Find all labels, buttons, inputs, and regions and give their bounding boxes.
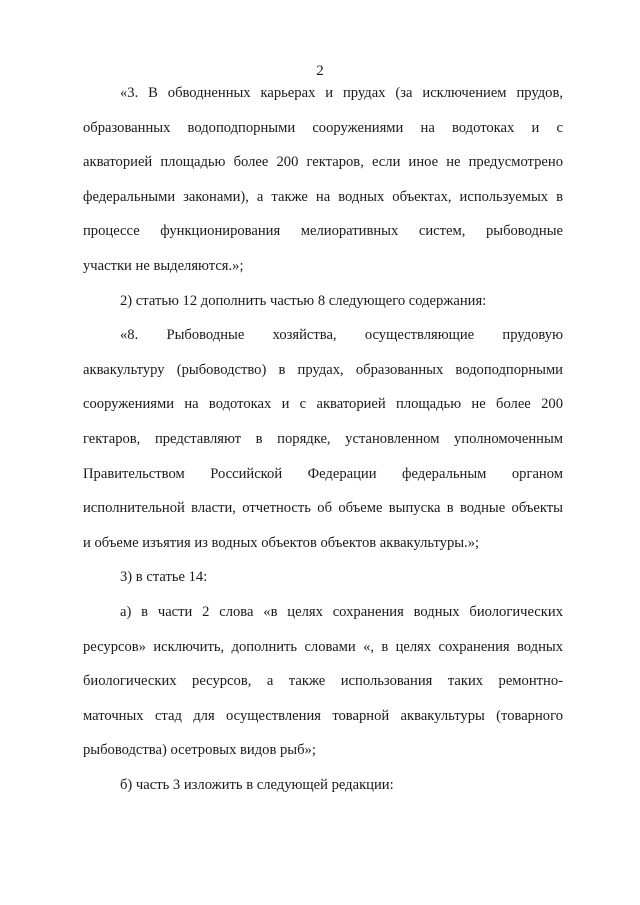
paragraph-subitem-a	[83, 595, 563, 768]
text-line: участки не выделяются.»;	[83, 257, 244, 274]
text-line: 2) статью 12 дополнить частью 8 следующего содержания:	[120, 292, 487, 309]
paragraph-subitem-b	[83, 768, 563, 803]
text-line: рыбоводства) осетровых видов рыб»;	[83, 742, 316, 759]
paragraph-item-8	[83, 318, 563, 560]
text-line: исполнительной власти, отчетность об объеме выпуска в водные объекты	[83, 500, 563, 517]
text-line: ресурсов» исключить, дополнить словами «, в целях сохранения водных	[83, 638, 563, 655]
text-line: биологических ресурсов, а также использования таких ремонтно-	[83, 673, 563, 690]
text-line: сооружениями на водотоках и с акваторией площадью не более 200	[83, 396, 563, 413]
text-line: гектаров, представляют в порядке, установленном уполномоченным	[83, 430, 563, 447]
text-line: «3. В обводненных карьерах и прудах (за исключением прудов,	[120, 85, 563, 101]
text-line: б) часть 3 изложить в следующей редакции:	[120, 776, 394, 793]
text-line: аквакультуру (рыбоводство) в прудах, образованных водоподпорными	[83, 361, 563, 378]
paragraph-article-12	[83, 284, 563, 319]
text-line: федеральными законами), а также на водных объектах, используемых в	[83, 188, 563, 205]
text-line: образованных водоподпорными сооружениями на водотоках и с	[83, 119, 563, 136]
paragraph-article-14	[83, 560, 563, 595]
text-line: «8. Рыбоводные хозяйства, осуществляющие прудовую	[120, 327, 563, 344]
document-body	[83, 76, 563, 802]
paragraph-item-3	[83, 76, 563, 284]
text-line: Правительством Российской Федерации федеральным органом	[83, 465, 563, 482]
page-number: 2	[316, 63, 324, 79]
text-line: акваторией площадью более 200 гектаров, если иное не предусмотрено	[83, 154, 563, 171]
text-line: 3) в статье 14:	[120, 569, 208, 586]
text-line: процессе функционирования мелиоративных систем, рыбоводные	[83, 223, 563, 240]
text-line: маточных стад для осуществления товарной аквакультуры (товарного	[83, 707, 563, 724]
text-line: а) в части 2 слова «в целях сохранения водных биологических	[120, 603, 563, 620]
text-line: и объеме изъятия из водных объектов объектов аквакультуры.»;	[83, 534, 480, 551]
